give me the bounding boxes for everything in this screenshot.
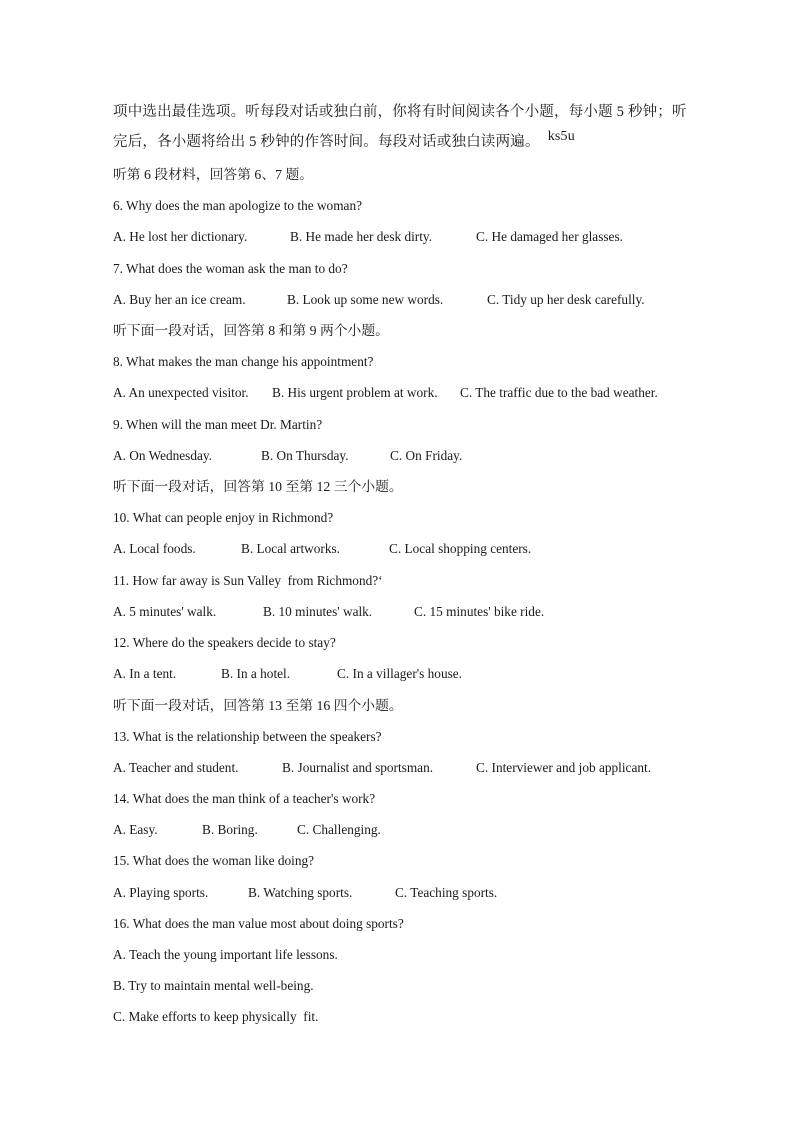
question-14-options [113, 821, 381, 839]
option-b: B. In a hotel. [221, 666, 291, 681]
option-b: B. Local artworks. [241, 541, 340, 556]
option-c: C. Local shopping centers. [389, 541, 532, 556]
question-11-options [113, 603, 544, 621]
instructions-paragraph [113, 97, 688, 158]
question-15-options [113, 884, 497, 902]
question-10-options [113, 540, 531, 558]
instructions-text: 项中选出最佳选项。听每段对话或独白前，你将有时间阅读各个小题，每小题 5 秒钟；听完后，各小题将给出 5 秒钟的作答时间。每段对话或独白读两遍。 [113, 104, 687, 150]
option-c: C. Challenging. [297, 822, 381, 837]
option-c: C. Tidy up her desk carefully. [487, 292, 645, 307]
option-b: B. Journalist and sportsman. [282, 760, 434, 775]
question-10-stem: 10. What can people enjoy in Richmond? [113, 510, 334, 525]
question-12-options [113, 665, 462, 683]
section-13-instruction: 听下面一段对话，回答第 13 至第 16 四个小题。 [113, 698, 403, 713]
question-16-option-a: A. Teach the young important life lessons. [113, 947, 338, 962]
question-11-stem: 11. How far away is Sun Valley from Richmond?‘ [113, 573, 383, 588]
option-b: B. Boring. [202, 822, 258, 837]
question-13-stem: 13. What is the relationship between the speakers? [113, 729, 382, 744]
question-8-stem: 8. What makes the man change his appointment? [113, 354, 374, 369]
option-a: A. Playing sports. [113, 885, 209, 900]
option-b: B. Look up some new words. [287, 292, 444, 307]
section-10-instruction: 听下面一段对话，回答第 10 至第 12 三个小题。 [113, 479, 403, 494]
question-13-options [113, 759, 651, 777]
question-12-stem: 12. Where do the speakers decide to stay? [113, 635, 336, 650]
question-16-option-c: C. Make efforts to keep physically fit. [113, 1009, 319, 1024]
question-14-stem: 14. What does the man think of a teacher's work? [113, 791, 376, 806]
question-9-stem: 9. When will the man meet Dr. Martin? [113, 417, 323, 432]
option-a: A. Buy her an ice cream. [113, 292, 246, 307]
section-8-instruction: 听下面一段对话，回答第 8 和第 9 两个小题。 [113, 323, 389, 338]
option-a: A. An unexpected visitor. [113, 385, 249, 400]
option-a: A. Local foods. [113, 541, 196, 556]
option-a: A. Easy. [113, 822, 158, 837]
option-a: A. In a tent. [113, 666, 177, 681]
question-15-stem: 15. What does the woman like doing? [113, 853, 315, 868]
option-c: C. In a villager's house. [337, 666, 462, 681]
option-c: C. The traffic due to the bad weather. [460, 385, 658, 400]
question-16-stem: 16. What does the man value most about doing sports? [113, 916, 404, 931]
option-b: B. On Thursday. [261, 448, 349, 463]
option-b: B. His urgent problem at work. [272, 385, 438, 400]
question-9-options [113, 447, 462, 465]
option-b: B. He made her desk dirty. [290, 229, 433, 244]
option-a: A. He lost her dictionary. [113, 229, 248, 244]
option-c: C. Teaching sports. [395, 885, 498, 900]
option-a: A. 5 minutes' walk. [113, 604, 217, 619]
option-a: A. Teacher and student. [113, 760, 239, 775]
question-6-options [113, 228, 623, 246]
option-c: C. On Friday. [390, 448, 463, 463]
option-c: C. He damaged her glasses. [476, 229, 623, 244]
watermark-mark: ks5u [547, 129, 575, 144]
question-7-options [113, 291, 645, 309]
question-16-option-b: B. Try to maintain mental well-being. [113, 978, 314, 993]
option-a: A. On Wednesday. [113, 448, 213, 463]
option-c: C. 15 minutes' bike ride. [414, 604, 545, 619]
question-7-stem: 7. What does the woman ask the man to do? [113, 261, 348, 276]
question-6-stem: 6. Why does the man apologize to the woman? [113, 198, 363, 213]
section-6-instruction: 听第 6 段材料，回答第 6、7 题。 [113, 167, 314, 182]
question-8-options [113, 384, 658, 402]
option-b: B. 10 minutes' walk. [263, 604, 373, 619]
option-c: C. Interviewer and job applicant. [476, 760, 652, 775]
option-b: B. Watching sports. [248, 885, 353, 900]
